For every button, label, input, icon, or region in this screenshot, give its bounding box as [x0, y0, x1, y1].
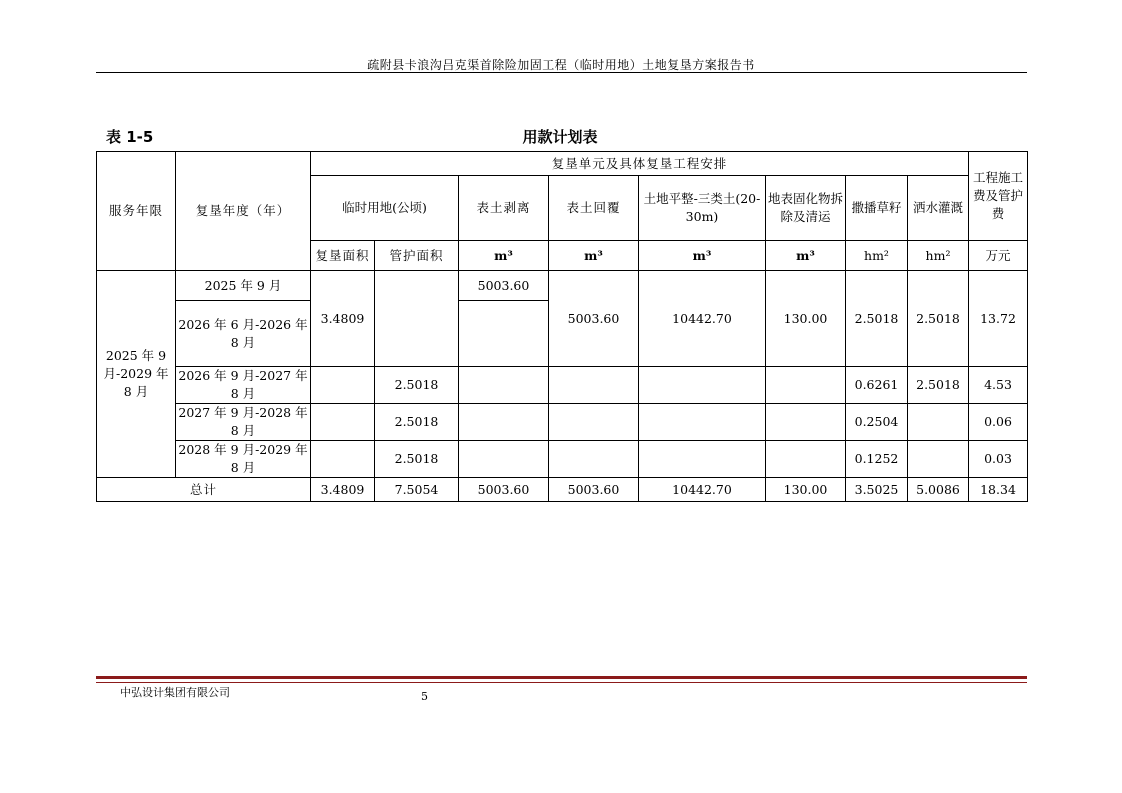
service-period: 2025 年 9 月-2029 年 8 月: [97, 271, 176, 478]
cell-strip: [459, 301, 549, 367]
cell-removal: [766, 441, 846, 478]
cell-level: [639, 441, 766, 478]
cell-level: 10442.70: [639, 271, 766, 367]
table-row: [97, 441, 1028, 478]
col-cost: 工程施工费及管护费: [969, 152, 1028, 241]
cell-recl: [311, 367, 375, 404]
total-strip: 5003.60: [459, 478, 549, 502]
table-number: 表 1-5: [106, 128, 154, 146]
row-year: 2027 年 9 月-2028 年 8 月: [176, 404, 311, 441]
page-header-title: 疏附县卡浪沟吕克渠首除险加固工程（临时用地）土地复垦方案报告书: [367, 58, 755, 72]
cell-removal: [766, 367, 846, 404]
cell-cost: 0.03: [969, 441, 1028, 478]
total-row: [97, 478, 1028, 502]
cell-cost: 4.53: [969, 367, 1028, 404]
cell-level: [639, 367, 766, 404]
total-cost: 18.34: [969, 478, 1028, 502]
cell-irrigation: 2.5018: [908, 367, 969, 404]
col-temp-land: 临时用地(公顷): [311, 176, 459, 241]
total-level: 10442.70: [639, 478, 766, 502]
col-group-reclamation-works: 复垦单元及具体复垦工程安排: [311, 152, 969, 176]
unit-care-area: 管护面积: [375, 241, 459, 271]
payment-plan-table: [96, 151, 1028, 502]
cell-seeding: 2.5018: [846, 271, 908, 367]
footer-rule-thick: [96, 676, 1027, 679]
footer-rule-thin: [96, 682, 1027, 683]
col-land-leveling: 土地平整-三类土(20-30m): [639, 176, 766, 241]
unit-cost: 万元: [969, 241, 1028, 271]
header-row-1: [97, 152, 1028, 176]
cell-care: [375, 271, 459, 367]
total-care-area: 7.5054: [375, 478, 459, 502]
cell-irrigation: 2.5018: [908, 271, 969, 367]
cell-seeding: 0.6261: [846, 367, 908, 404]
col-irrigation: 洒水灌溉: [908, 176, 969, 241]
unit-irrigation: hm²: [908, 241, 969, 271]
cell-strip: [459, 441, 549, 478]
cell-care: 2.5018: [375, 404, 459, 441]
row-year: 2025 年 9 月: [176, 271, 311, 301]
total-reclamation-area: 3.4809: [311, 478, 375, 502]
cell-removal: [766, 404, 846, 441]
row-year: 2026 年 9 月-2027 年 8 月: [176, 367, 311, 404]
cell-cover: [549, 367, 639, 404]
unit-level: m³: [639, 241, 766, 271]
col-reclamation-year: 复垦年度（年）: [176, 152, 311, 271]
unit-seeding: hm²: [846, 241, 908, 271]
col-surface-removal: 地表固化物拆除及清运: [766, 176, 846, 241]
unit-strip: m³: [459, 241, 549, 271]
cell-care: 2.5018: [375, 367, 459, 404]
col-grass-seeding: 撒播草籽: [846, 176, 908, 241]
table-row: [97, 271, 1028, 301]
merged-reclamation-area: 3.4809: [311, 271, 375, 367]
cell-seeding: 0.1252: [846, 441, 908, 478]
cell-cover: [549, 441, 639, 478]
total-removal: 130.00: [766, 478, 846, 502]
unit-cover: m³: [549, 241, 639, 271]
cell-cost: 0.06: [969, 404, 1028, 441]
cell-strip: [459, 367, 549, 404]
page-number: 5: [421, 690, 428, 703]
total-seeding: 3.5025: [846, 478, 908, 502]
merged-cost: 13.72: [969, 271, 1028, 367]
cell-recl: [311, 404, 375, 441]
col-topsoil-strip: 表土剥离: [459, 176, 549, 241]
col-service-years: 服务年限: [97, 152, 176, 271]
total-irrigation: 5.0086: [908, 478, 969, 502]
cell-recl: [311, 441, 375, 478]
unit-removal: m³: [766, 241, 846, 271]
table-title: 用款计划表: [522, 128, 598, 146]
col-topsoil-cover: 表土回覆: [549, 176, 639, 241]
total-cover: 5003.60: [549, 478, 639, 502]
cell-strip: [459, 404, 549, 441]
cell-level: [639, 404, 766, 441]
cell-irrigation: [908, 404, 969, 441]
cell-seeding: 0.2504: [846, 404, 908, 441]
total-label: 总计: [97, 478, 311, 502]
cell-cover: 5003.60: [549, 271, 639, 367]
cell-strip: 5003.60: [459, 271, 549, 301]
table-row: [97, 404, 1028, 441]
header-rule: [96, 72, 1027, 73]
footer-company: 中弘设计集团有限公司: [120, 686, 230, 699]
cell-cover: [549, 404, 639, 441]
unit-reclamation-area: 复垦面积: [311, 241, 375, 271]
cell-care: 2.5018: [375, 441, 459, 478]
cell-irrigation: [908, 441, 969, 478]
table-row: [97, 367, 1028, 404]
cell-removal: 130.00: [766, 271, 846, 367]
row-year: 2028 年 9 月-2029 年 8 月: [176, 441, 311, 478]
row-year: 2026 年 6 月-2026 年 8 月: [176, 301, 311, 367]
